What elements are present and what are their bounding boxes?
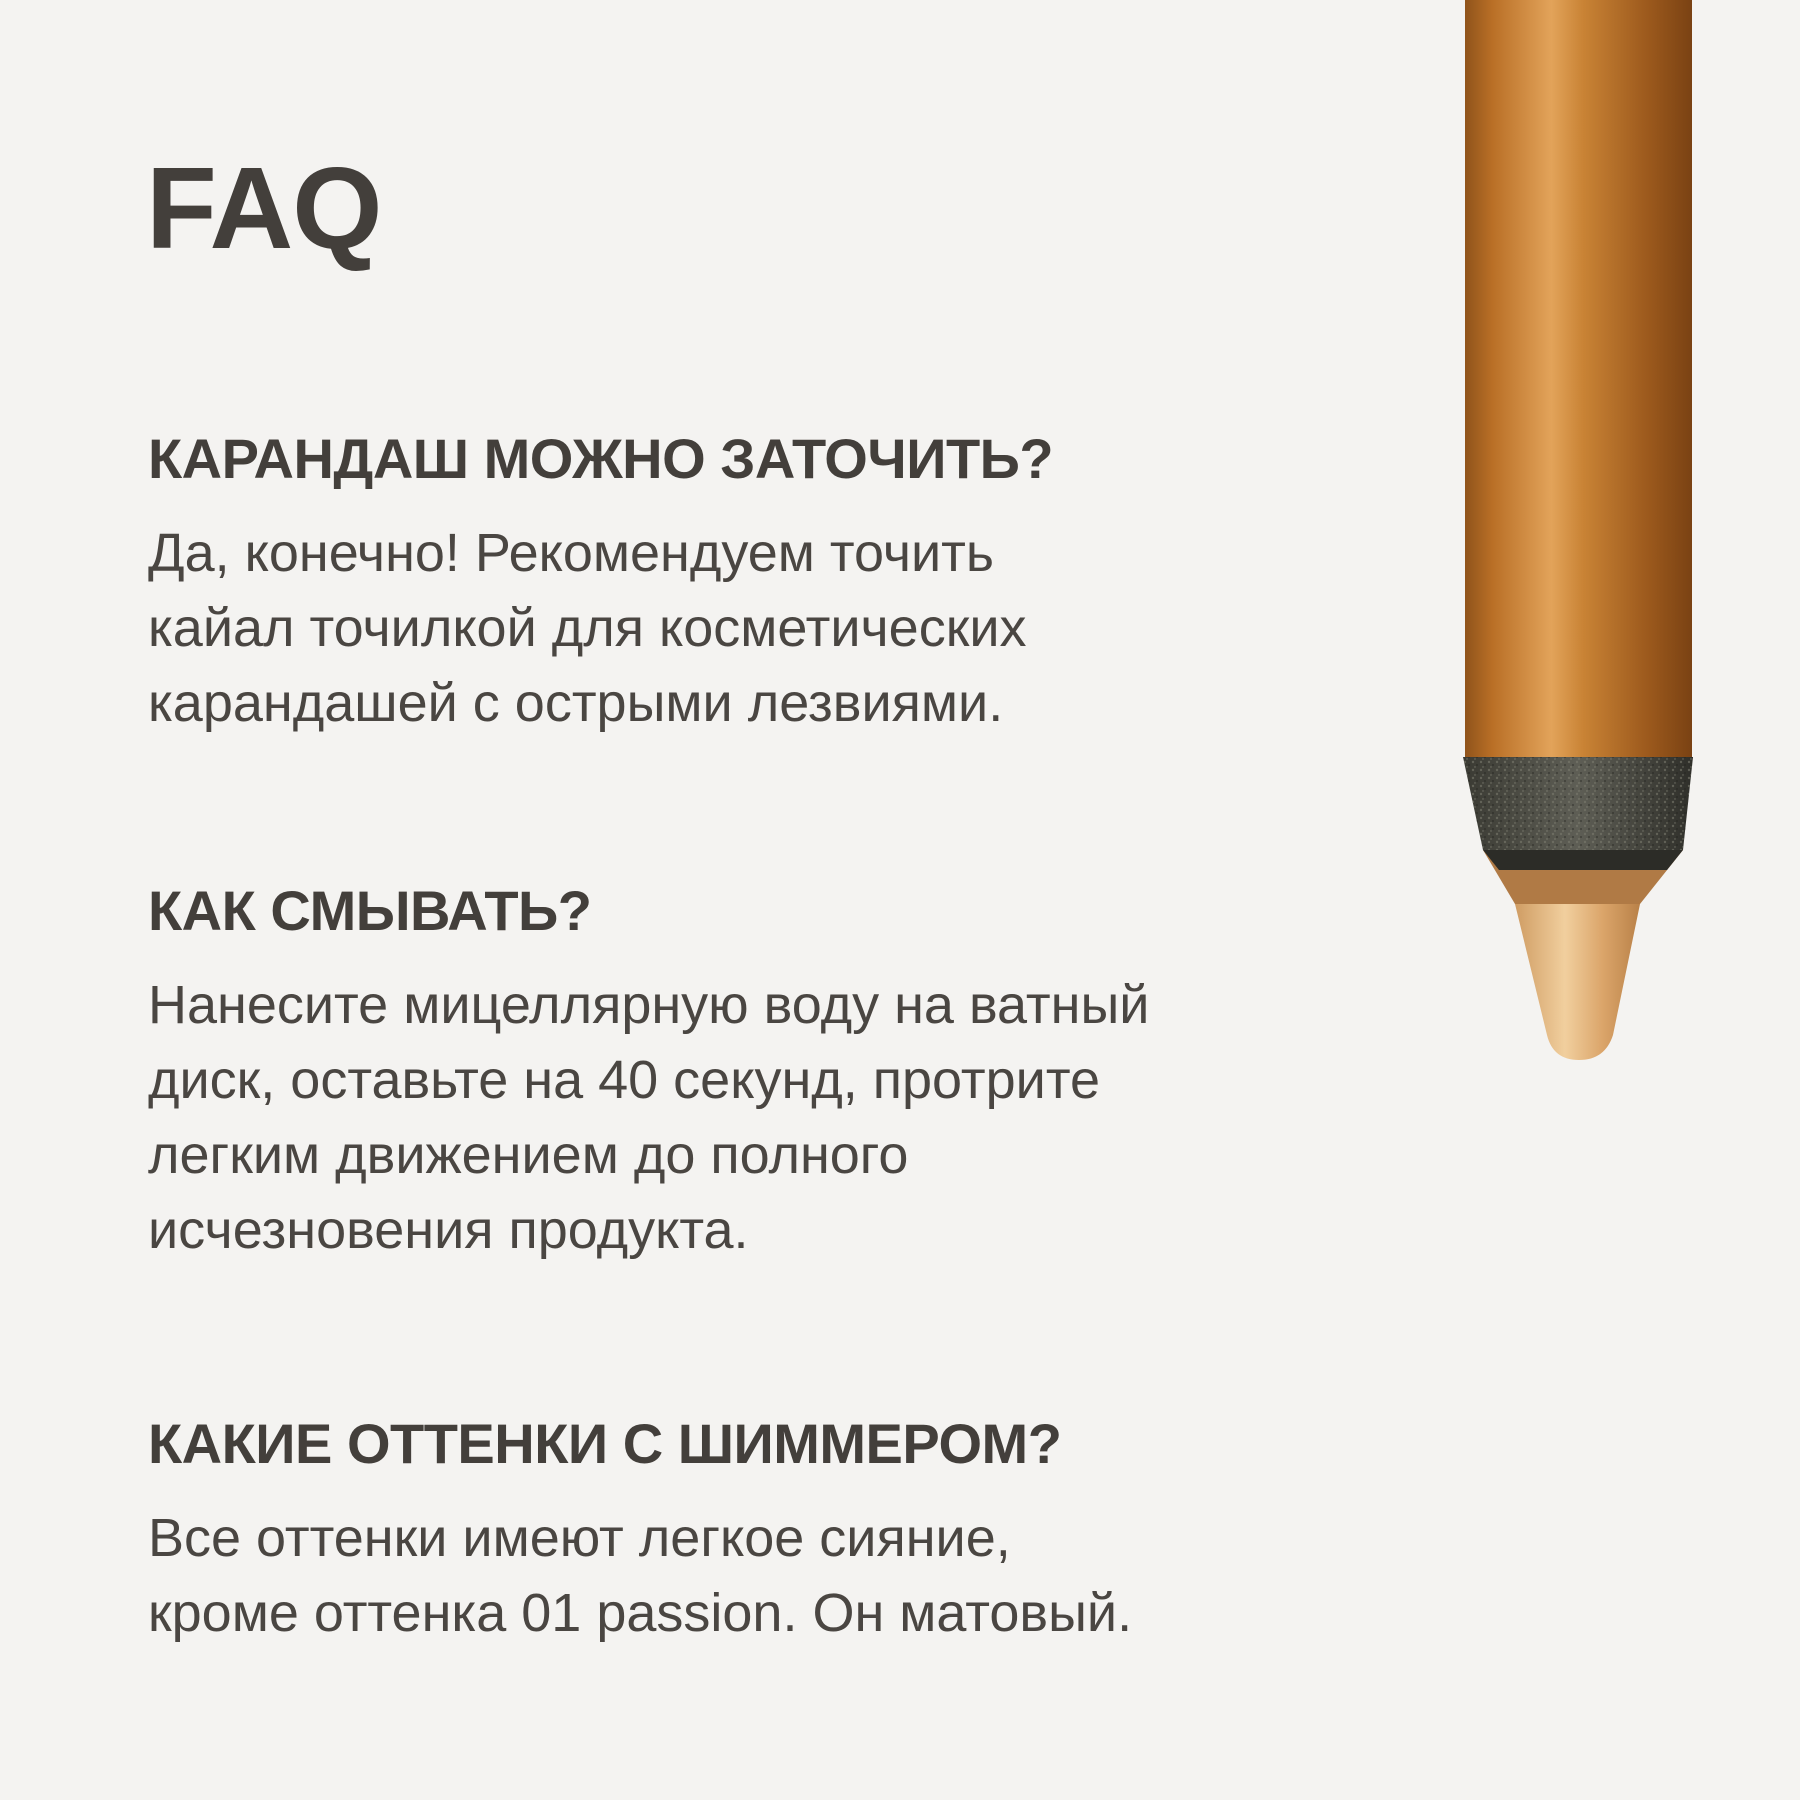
faq-answer-line: диск, оставьте на 40 секунд, протрите: [148, 1049, 1100, 1110]
faq-question: КАК СМЫВАТЬ?: [148, 879, 592, 942]
faq-answer: [148, 968, 1378, 1268]
page-title: FAQ: [146, 143, 382, 273]
faq-answer: [148, 516, 1378, 741]
pencil-tip: [1515, 904, 1640, 1060]
faq-answer-line: легким движением до полного: [148, 1124, 909, 1185]
faq-answer-line: исчезновения продукта.: [148, 1199, 749, 1260]
faq-answer-line: Все оттенки имеют легкое сияние,: [148, 1507, 1011, 1568]
faq-question: КАКИЕ ОТТЕНКИ С ШИММЕРОМ?: [148, 1412, 1062, 1475]
faq-item-remove: [148, 880, 1378, 1268]
pencil-image: [1455, 0, 1720, 1070]
faq-answer-line: Нанесите мицеллярную воду на ватный: [148, 974, 1150, 1035]
faq-answer-line: кайал точилкой для косметических: [148, 597, 1027, 658]
faq-item-shimmer: [148, 1413, 1378, 1651]
faq-answer: [148, 1501, 1378, 1651]
faq-question: КАРАНДАШ МОЖНО ЗАТОЧИТЬ?: [148, 427, 1054, 490]
faq-answer-line: карандашей с острыми лезвиями.: [148, 672, 1004, 733]
faq-answer-line: Да, конечно! Рекомендуем точить: [148, 522, 995, 583]
pencil-body: [1465, 0, 1692, 757]
faq-item-sharpen: [148, 428, 1378, 741]
faq-answer-line: кроме оттенка 01 passion. Он матовый.: [148, 1582, 1133, 1643]
